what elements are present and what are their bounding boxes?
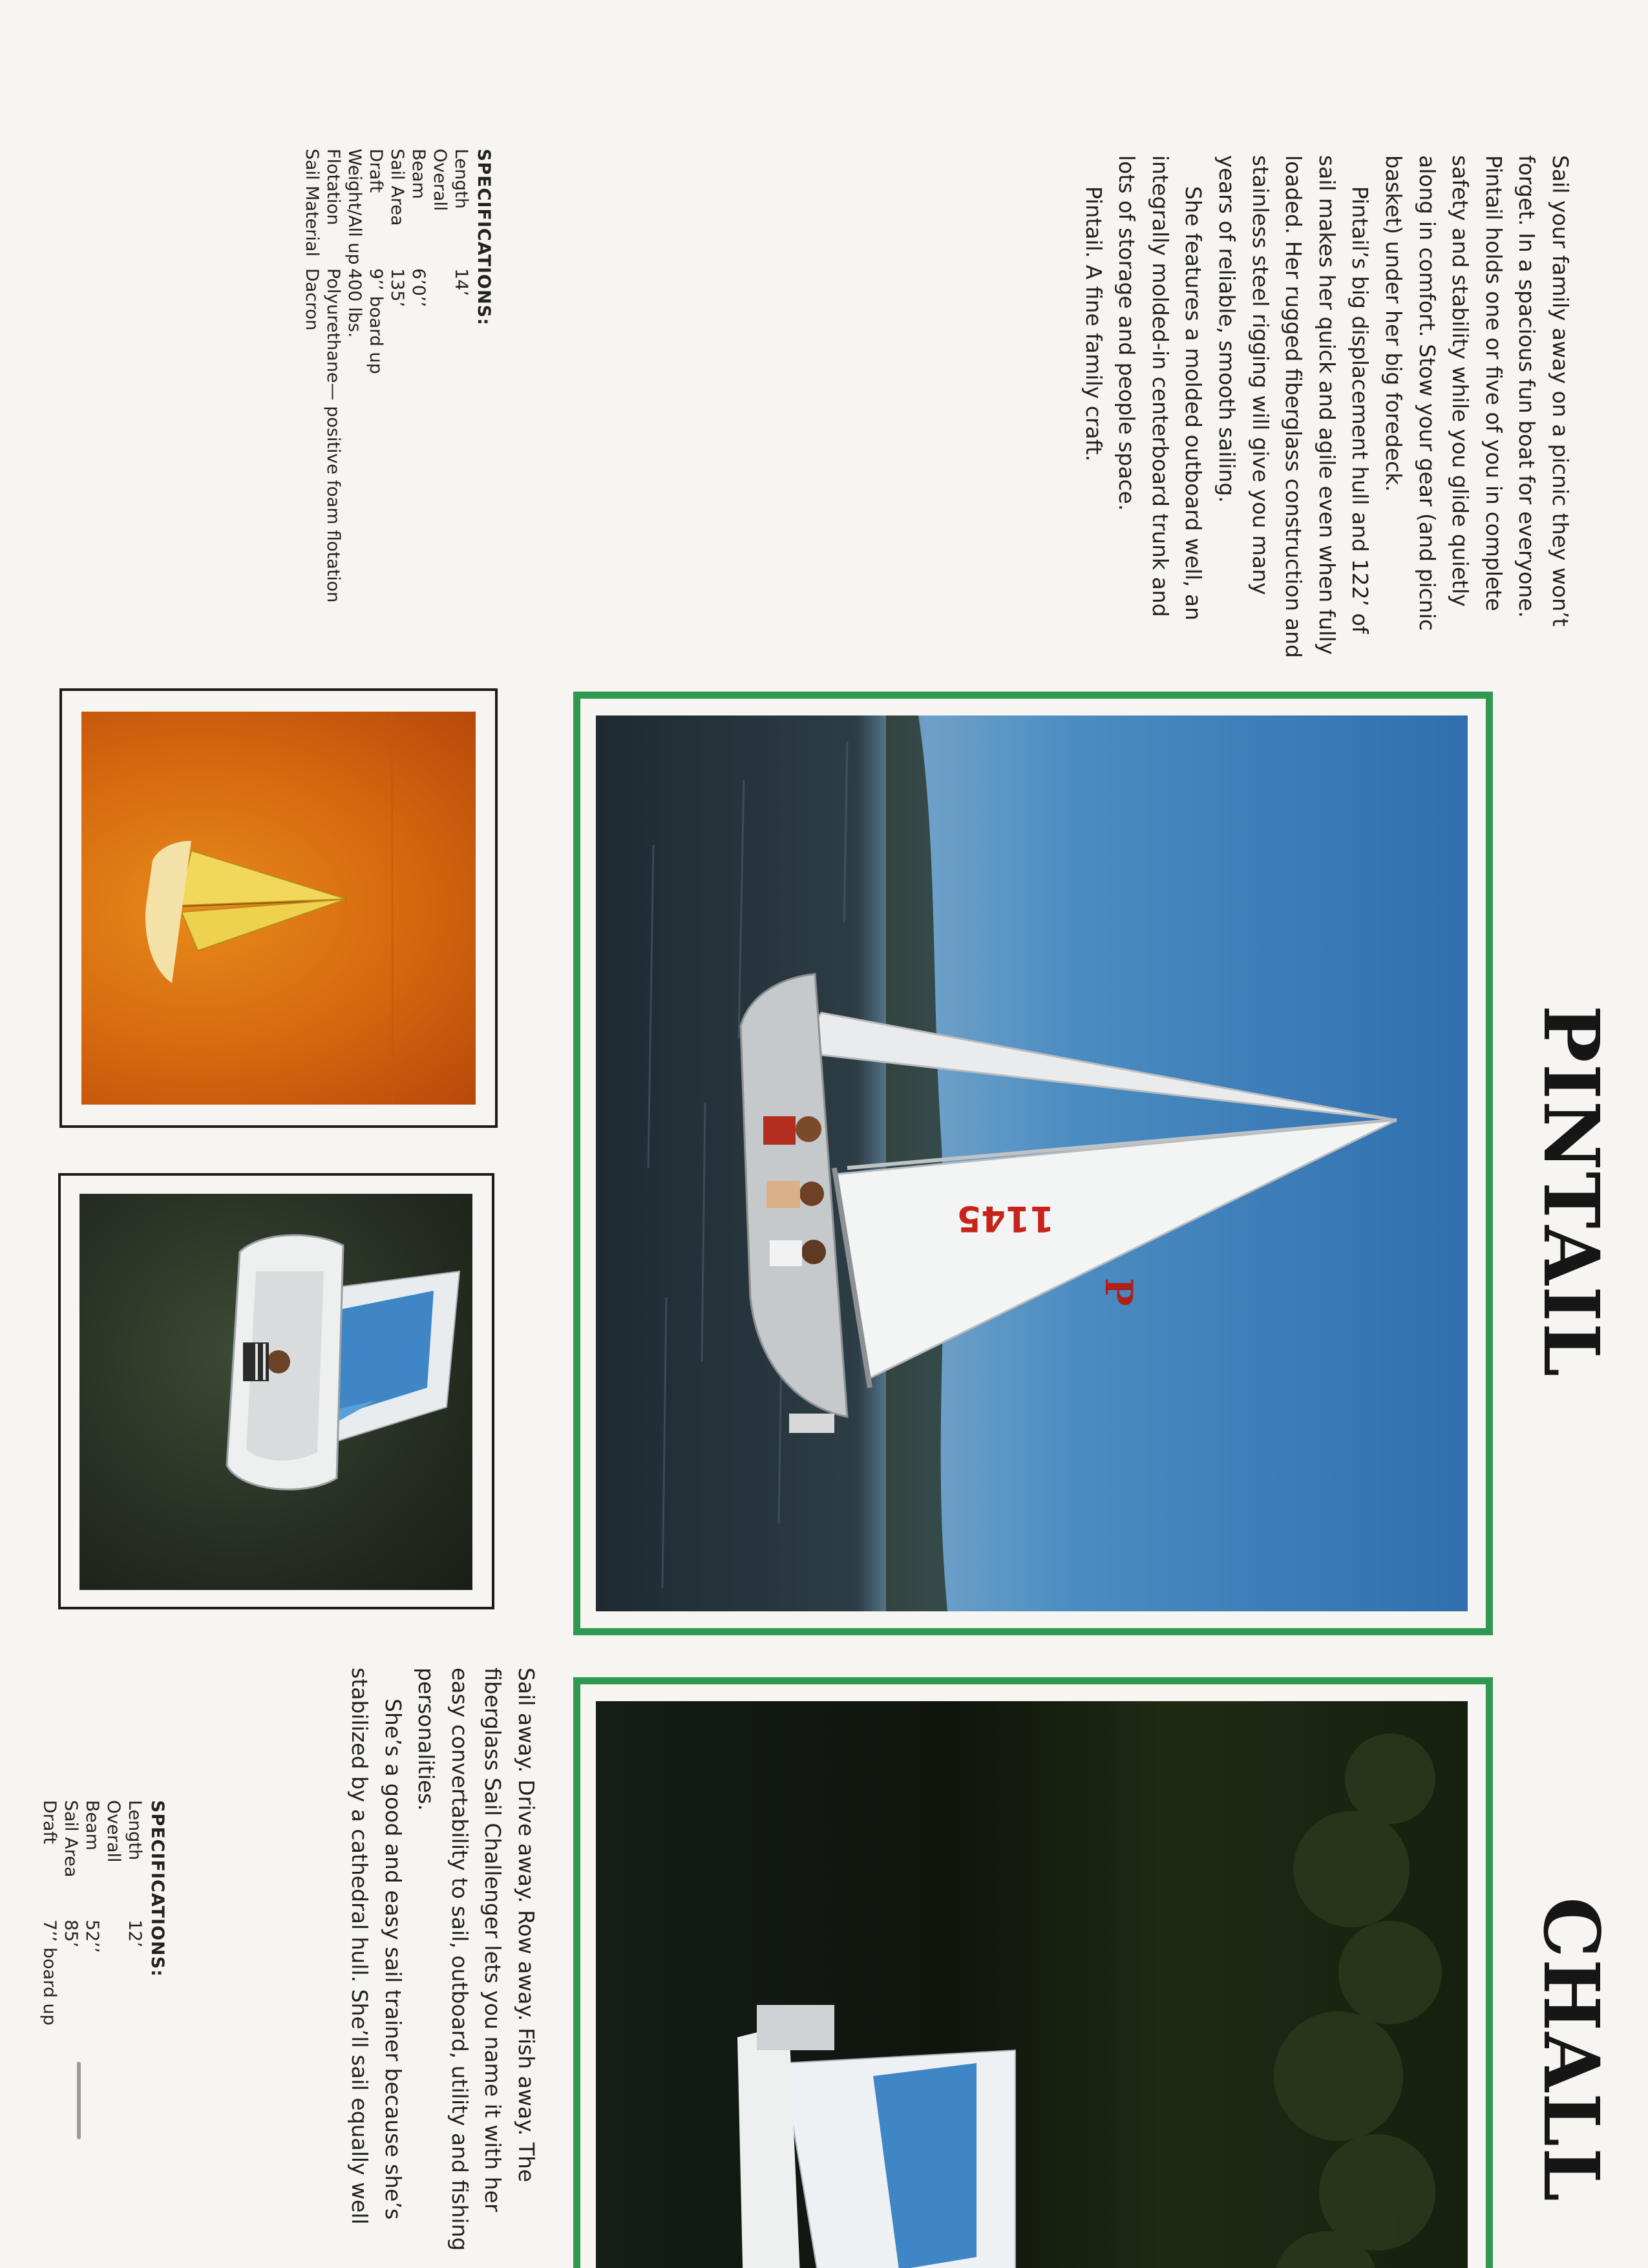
- spec-value: 12’: [125, 1920, 145, 1947]
- spec-label: Length Overall: [430, 149, 471, 211]
- pintail-description: [1077, 155, 1577, 659]
- pintail-title: PINTAIL: [1527, 1005, 1616, 1378]
- challenger-sailboat-illustration: [596, 1701, 1468, 2268]
- spec-row: [344, 149, 365, 614]
- spec-row: [39, 1800, 60, 2265]
- spec-value: 9’’ board up: [366, 268, 386, 374]
- challenger-specifications: [39, 1800, 168, 2265]
- specs-heading: SPECIFICATIONS:: [474, 149, 494, 326]
- sunset-photo: [81, 712, 476, 1105]
- spec-row: [429, 149, 472, 614]
- pintail-specifications: [301, 149, 494, 614]
- spec-value: 7’’ board up: [39, 1920, 59, 2026]
- spec-value: 85’: [61, 1920, 81, 1947]
- spec-label: Beam: [82, 1800, 102, 1850]
- spec-row: [103, 1800, 145, 2265]
- sunset-photo-frame: [59, 688, 498, 1128]
- sail-number: 1145: [956, 1198, 1054, 1239]
- spec-label: Beam: [408, 149, 428, 199]
- spec-label: Flotation: [323, 149, 343, 226]
- spec-value: Dacron: [302, 268, 322, 331]
- spec-value: 14’: [451, 268, 471, 296]
- spec-value: 6’0’’: [408, 268, 428, 308]
- challenger-description: [343, 1668, 543, 2256]
- challenger-title: CHALL: [1527, 1897, 1616, 2203]
- challenger-photo-frame: [573, 1677, 1493, 2268]
- pintail-paragraph: Pintail’s big displacement hull and 122’ of sail makes her quick and agile even when fully loaded. Her rugged fiberglass construction and stainless steel rigging will give you many years of reliable, smooth sailing.: [1214, 155, 1373, 659]
- spec-value: 135’: [387, 268, 407, 308]
- spec-row: [60, 1800, 81, 2265]
- small-sailboat-photo: [79, 1194, 472, 1590]
- spec-row: [386, 149, 408, 614]
- challenger-paragraph: She’s a good and easy sail trainer because she’s stabilized by a cathedral hull. She’ll sail equally well: [347, 1668, 406, 2225]
- pintail-paragraph: Sail your family away on a picnic they won’t forget. In a spacious fun boat for everyone. Pintail holds one or five of you in complete safety and stability while you glide quietly along in comfort. Stow your gear (and picnic basket) under her big foredeck.: [1381, 155, 1573, 631]
- small-sailboat-photo-frame: [58, 1173, 494, 1609]
- spec-value: 52’’: [82, 1920, 102, 1953]
- spec-label: Sail Area: [61, 1800, 81, 1878]
- challenger-photo: [596, 1701, 1468, 2268]
- spec-label: Draft: [366, 149, 386, 193]
- spec-row: [301, 149, 322, 614]
- sail-logo: P: [1097, 1278, 1141, 1306]
- challenger-paragraph: Sail away. Drive away. Row away. Fish away. The fiberglass Sail Challenger lets you name it with her easy convertability to sail, outboard, utility and fishing personalities.: [414, 1668, 539, 2251]
- specs-heading: SPECIFICATIONS:: [147, 1800, 167, 1977]
- spec-value: Polyurethane— positive foam flotation: [323, 268, 343, 603]
- sunset-sailboat-illustration: [81, 712, 476, 1105]
- pintail-sailboat-illustration: [596, 715, 1468, 1611]
- pintail-paragraph: Pintail. A fine family craft.: [1081, 186, 1106, 462]
- spec-label: Sail Area: [387, 149, 407, 226]
- small-sailboat-illustration: [79, 1194, 472, 1590]
- spec-value: 400 lbs.: [344, 268, 364, 338]
- spec-label: Draft: [39, 1800, 59, 1845]
- spec-row: [322, 149, 344, 614]
- pintail-paragraph: She features a molded outboard well, an integrally molded-in centerboard trunk and lots of storage and people space.: [1114, 155, 1207, 620]
- spec-row: [408, 149, 429, 614]
- spec-label: Weight/All up: [344, 149, 364, 265]
- spec-label: Length Overall: [103, 1800, 145, 1863]
- spec-row: [81, 1800, 103, 2265]
- spec-row: [365, 149, 386, 614]
- pintail-main-photo-frame: [573, 692, 1493, 1635]
- pintail-main-photo: [596, 715, 1468, 1611]
- spec-label: Sail Material: [302, 149, 322, 257]
